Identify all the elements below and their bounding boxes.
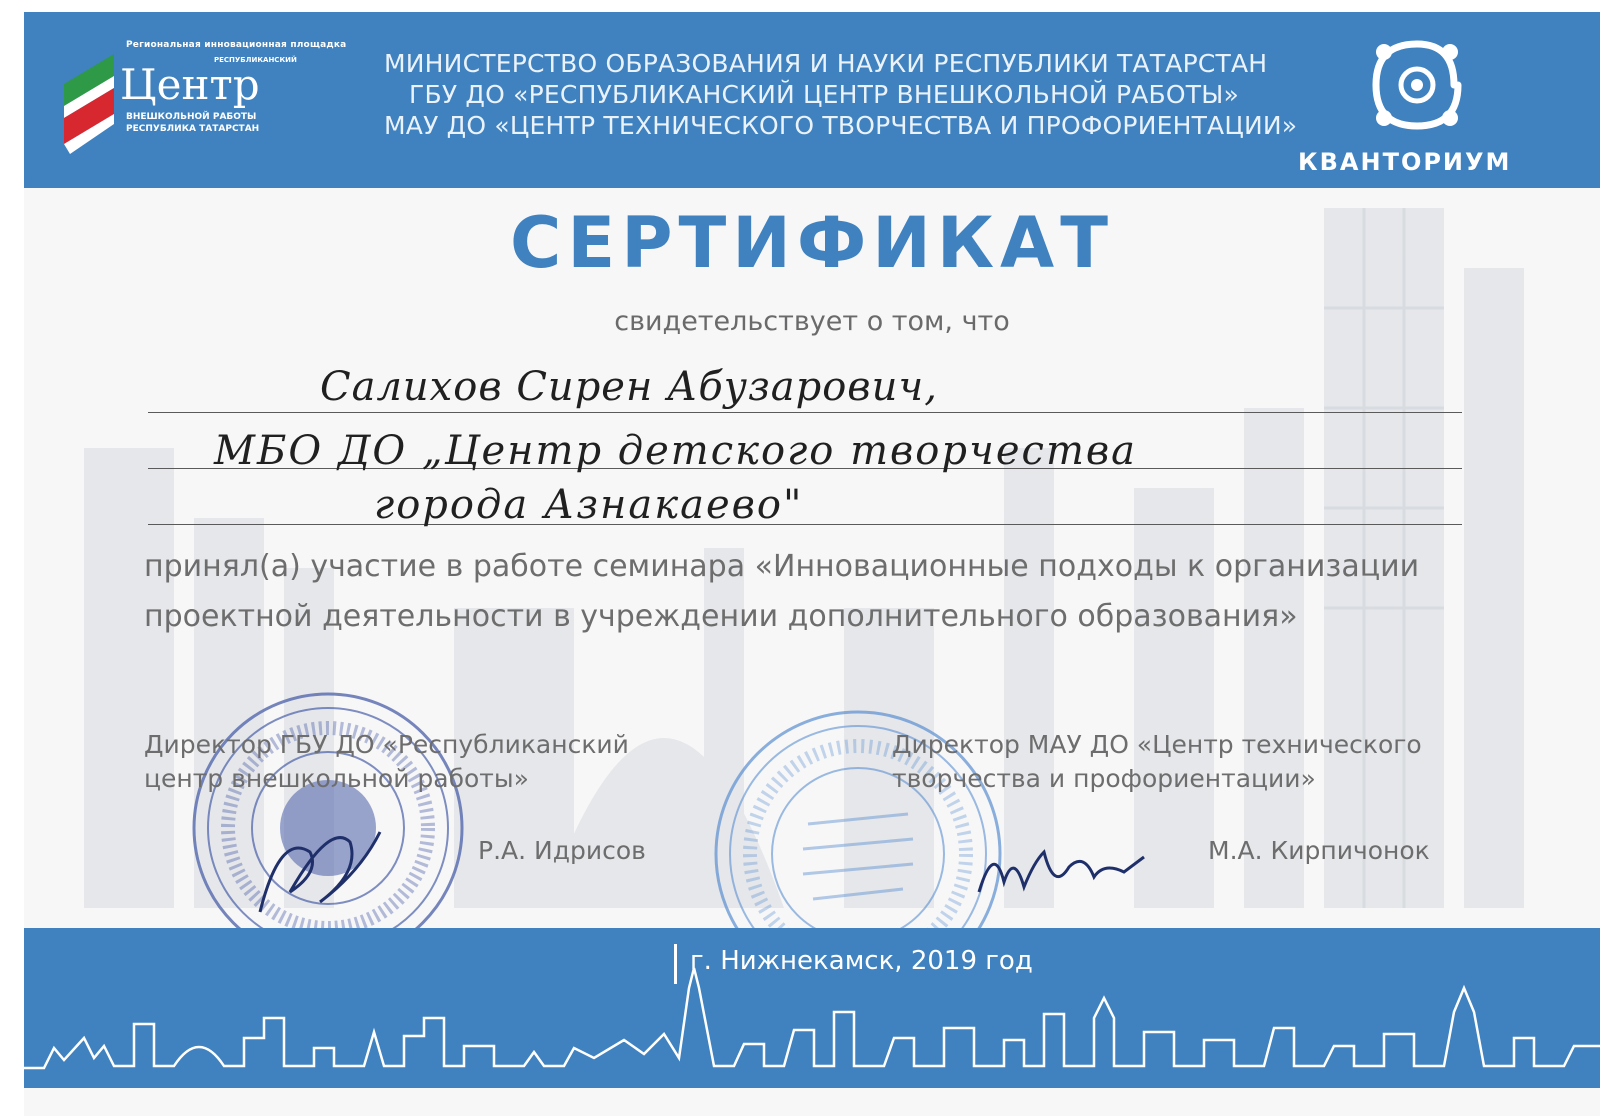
footer-city-year: г. Нижнекамск, 2019 год bbox=[690, 946, 1033, 976]
header-line-2: ГБУ ДО «РЕСПУБЛИКАНСКИЙ ЦЕНТР ВНЕШКОЛЬНОЙ РАБОТЫ» bbox=[409, 80, 1239, 109]
logo-main-word: Центр bbox=[120, 60, 260, 109]
handwritten-name: Салихов Сирен Абузарович, bbox=[320, 364, 938, 410]
kvantorium-logo bbox=[1286, 30, 1546, 180]
logo-republic-label: РЕСПУБЛИКАНСКИЙ bbox=[214, 56, 297, 64]
fill-line-1 bbox=[148, 412, 1462, 413]
logo-top-line: Региональная инновационная площадка bbox=[126, 40, 347, 50]
certificate-sheet bbox=[24, 12, 1600, 1116]
logo-sub-line-1: ВНЕШКОЛЬНОЙ РАБОТЫ bbox=[126, 112, 257, 122]
header-line-1: МИНИСТЕРСТВО ОБРАЗОВАНИЯ И НАУКИ РЕСПУБЛИКИ ТАТАРСТАН bbox=[384, 49, 1268, 78]
header-organizations bbox=[384, 48, 1298, 141]
fill-line-3 bbox=[148, 524, 1462, 525]
signature-idrisov bbox=[250, 812, 390, 922]
left-signatory-line-2: центр внешкольной работы» bbox=[144, 764, 529, 793]
logo-sub-line-2: РЕСПУБЛИКА ТАТАРСТАН bbox=[126, 124, 260, 134]
seminar-line-1: принял(а) участие в работе семинара «Инновационные подходы к организации bbox=[144, 549, 1420, 584]
left-signatory-title bbox=[144, 728, 629, 796]
skyline-outline bbox=[24, 928, 1600, 1088]
right-signatory-name: М.А. Кирпичонок bbox=[1208, 836, 1430, 865]
tatarstan-flag-icon bbox=[64, 44, 124, 164]
right-signatory-line-1: Директор МАУ ДО «Центр технического bbox=[892, 730, 1422, 759]
left-signatory-name: Р.А. Идрисов bbox=[478, 836, 646, 865]
seminar-line-2: проектной деятельности в учреждении дополнительного образования» bbox=[144, 599, 1298, 634]
right-signatory-line-2: творчества и профориентации» bbox=[892, 764, 1316, 793]
signature-kirpichonok bbox=[974, 832, 1154, 912]
footer-band bbox=[24, 928, 1600, 1088]
left-signatory-line-1: Директор ГБУ ДО «Республиканский bbox=[144, 730, 629, 759]
seminar-description bbox=[144, 542, 1484, 642]
kvantorium-emblem-icon bbox=[1362, 30, 1472, 140]
certifies-text: свидетельствует о том, что bbox=[614, 306, 1010, 337]
handwritten-organization: МБО ДО „Центр детского творчества bbox=[214, 428, 1138, 474]
right-signatory-title bbox=[892, 728, 1422, 796]
header-band bbox=[24, 12, 1600, 188]
header-line-3: МАУ ДО «ЦЕНТР ТЕХНИЧЕСКОГО ТВОРЧЕСТВА И ПРОФОРИЕНТАЦИИ» bbox=[384, 111, 1298, 140]
handwritten-city: города Азнакаево" bbox=[374, 482, 804, 528]
center-logo bbox=[64, 40, 364, 170]
kvantorium-wordmark: КВАНТОРИУМ bbox=[1298, 148, 1512, 176]
certificate-title: СЕРТИФИКАТ bbox=[510, 202, 1114, 284]
